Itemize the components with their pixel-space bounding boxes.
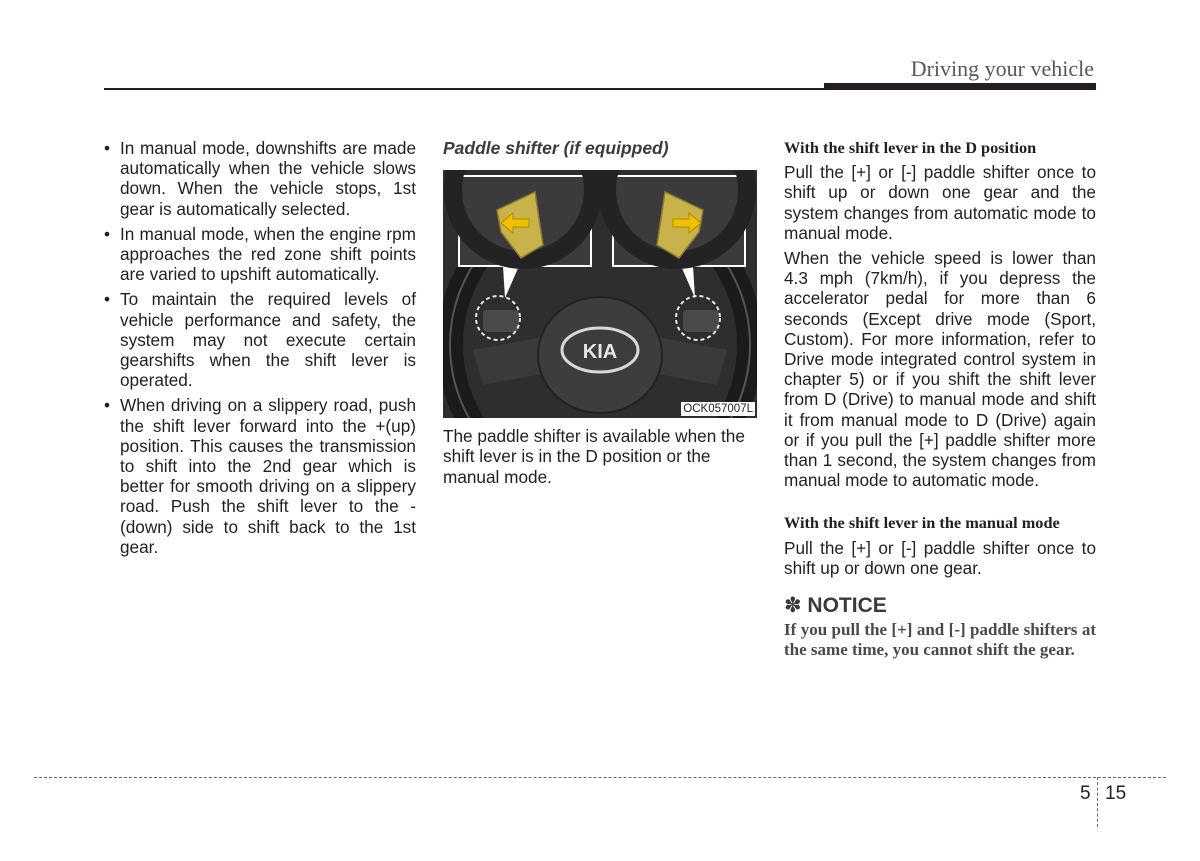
paragraph: When the vehicle speed is lower than 4.3 mph (7km/h), if you depress the accelerator pedal for more than 6 seconds (Except drive mode (Sport, Custom). For more information, refer to Drive mode integrated control system in chapter 5) or if you shift the shift lever from D (Drive) to manual mode and shift it from manual mode to D (Drive) again or if you pull the [+] paddle shifter more than 1 second, the system changes from manual mode to automatic mode. — [784, 248, 1096, 491]
column-left — [104, 138, 416, 562]
subheading-d-position: With the shift lever in the D position — [784, 138, 1037, 157]
section-title: Paddle shifter (if equipped) — [443, 138, 669, 158]
header-rule-accent — [824, 83, 1096, 90]
bullet-text: In manual mode, when the engine rpm approaches the red zone shift points are varied to upshift automatically. — [120, 223, 416, 285]
column-middle — [443, 138, 757, 487]
figure-caption: The paddle shifter is available when the shift lever is in the D position or the manual mode. — [443, 426, 745, 487]
bullet-dot: • — [104, 138, 111, 158]
bullet-item — [104, 289, 416, 390]
notice-title: ✽ NOTICE — [784, 594, 887, 618]
bullet-text: To maintain the required levels of vehicle performance and safety, the system may not execute certain gearshifts when the shift lever is operated. — [120, 289, 416, 391]
bullet-item — [104, 395, 416, 557]
bullet-dot: • — [104, 223, 111, 244]
bullet-dot: • — [104, 395, 111, 416]
paragraph: Pull the [+] or [-] paddle shifter once to shift up or down one gear. — [784, 537, 1096, 578]
chapter-number: 5 — [1080, 783, 1091, 804]
footer-page-separator — [1097, 777, 1098, 827]
bullet-item — [104, 138, 416, 219]
figure-code: OCK057007L — [683, 403, 753, 416]
paragraph: Pull the [+] or [-] paddle shifter once to shift up or down one gear and the system changes from automatic mode to manual mode. — [784, 162, 1096, 243]
kia-logo: KIA — [582, 341, 618, 364]
steering-wheel-illustration — [443, 170, 757, 418]
bullet-text: In manual mode, downshifts are made automatically when the vehicle slows down. When the vehicle stops, 1st gear is automatically selected. — [120, 138, 416, 219]
column-right — [784, 138, 1096, 660]
subheading-manual-mode: With the shift lever in the manual mode — [784, 513, 1060, 533]
bullet-item — [104, 224, 416, 285]
bullet-list — [104, 138, 416, 557]
paddle-shifter-figure — [443, 170, 757, 418]
bullet-text: When driving on a slippery road, push the shift lever forward into the +(up) position. This causes the transmission to shift into the 2nd gear which is better for smooth driving on a slippery road. Push the shift lever to the -(down) side to shift back to the 1st gear. — [120, 395, 416, 557]
bullet-dot: • — [104, 289, 111, 310]
page-number: 15 — [1105, 783, 1127, 804]
notice-body: If you pull the [+] and [-] paddle shifters at the same time, you cannot shift the gear. — [784, 620, 1096, 660]
page-header-title: Driving your vehicle — [910, 56, 1094, 81]
footer-divider — [34, 777, 1166, 778]
